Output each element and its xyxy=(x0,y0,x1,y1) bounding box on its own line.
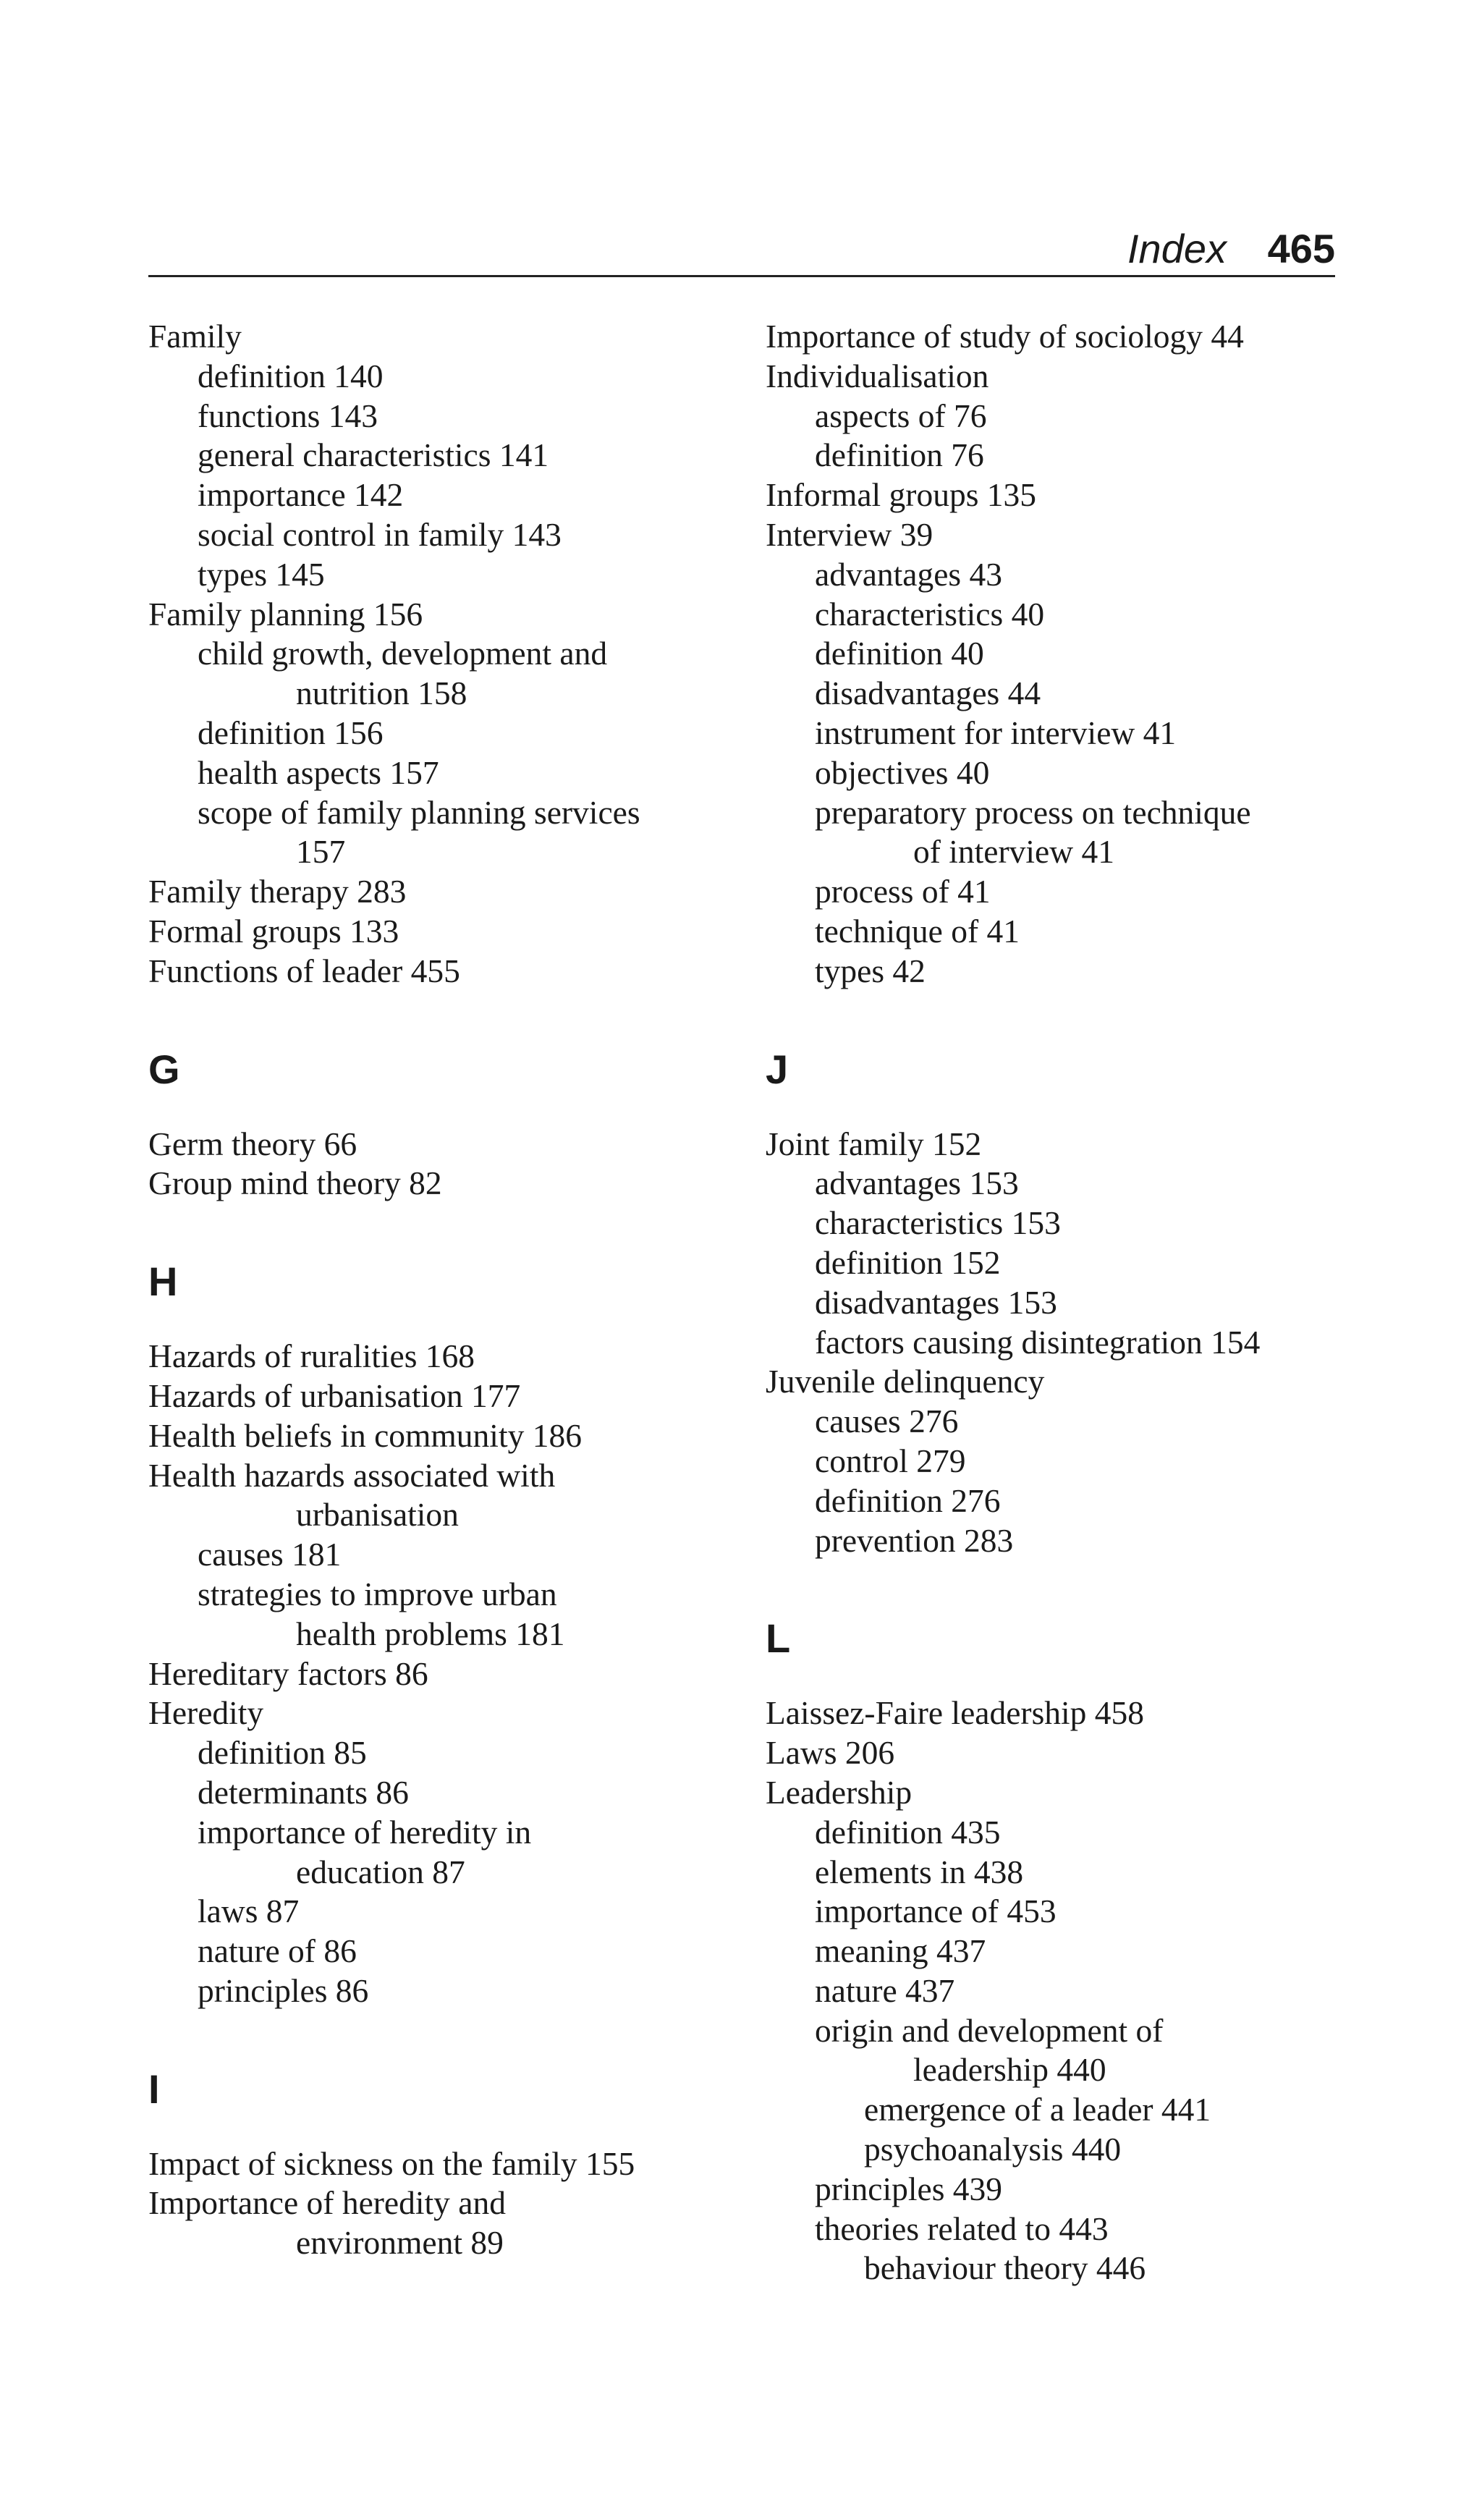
index-subentry-continuation: leadership 440 xyxy=(913,2051,1106,2089)
index-subentry: nature of 86 xyxy=(198,1932,357,1970)
index-subentry: characteristics 153 xyxy=(815,1204,1061,1242)
index-entry: Joint family 152 xyxy=(766,1125,982,1162)
index-subentry: definition 156 xyxy=(198,714,384,751)
index-subentry: causes 276 xyxy=(815,1403,959,1440)
index-subentry-continuation: health problems 181 xyxy=(296,1615,565,1652)
index-group-h xyxy=(148,1337,749,2011)
index-subentry: principles 439 xyxy=(815,2170,1003,2207)
index-entry-continuation: environment 89 xyxy=(296,2224,504,2262)
index-subentry: objectives 40 xyxy=(815,753,990,791)
index-subentry: definition 435 xyxy=(815,1813,1001,1851)
index-column-right xyxy=(766,317,1345,2288)
index-subentry: definition 85 xyxy=(198,1734,367,1772)
index-subentry: definition 140 xyxy=(198,357,384,394)
index-entry: Heredity xyxy=(148,1694,264,1732)
index-entry: Functions of leader 455 xyxy=(148,952,460,989)
index-subentry: importance of 453 xyxy=(815,1893,1057,1930)
index-subentry: technique of 41 xyxy=(815,912,1020,950)
index-entry: Informal groups 135 xyxy=(766,476,1037,514)
index-subentry: strategies to improve urban xyxy=(198,1575,557,1612)
index-subentry: types 42 xyxy=(815,952,926,989)
section-letter-g: G xyxy=(148,1046,180,1092)
index-group-l xyxy=(766,1694,1345,2288)
index-subentry: importance 142 xyxy=(198,476,404,514)
index-subentry: origin and development of xyxy=(815,2011,1164,2049)
running-title: Index xyxy=(1127,226,1227,271)
index-subentry-continuation: nutrition 158 xyxy=(296,675,467,712)
index-entry: Health beliefs in community 186 xyxy=(148,1416,582,1454)
section-letter-j: J xyxy=(766,1046,789,1092)
index-subentry-continuation: education 87 xyxy=(296,1853,465,1890)
index-subentry: laws 87 xyxy=(198,1893,300,1930)
index-subentry: elements in 438 xyxy=(815,1853,1024,1890)
index-subentry: advantages 153 xyxy=(815,1164,1019,1202)
index-entry: Hazards of ruralities 168 xyxy=(148,1337,475,1375)
index-subentry: definition 276 xyxy=(815,1481,1001,1519)
index-subentry: disadvantages 44 xyxy=(815,675,1041,712)
index-subentry: causes 181 xyxy=(198,1536,342,1573)
index-group-g xyxy=(148,1125,749,1204)
index-entry-continuation: urbanisation xyxy=(296,1496,459,1534)
index-subentry: principles 86 xyxy=(198,1971,369,2009)
index-subsubentry: emergence of a leader 441 xyxy=(864,2091,1211,2128)
index-entry: Laissez-Faire leadership 458 xyxy=(766,1694,1145,1732)
index-group-i-continued xyxy=(766,317,1345,991)
index-entry: Laws 206 xyxy=(766,1734,895,1772)
section-letter-h: H xyxy=(148,1259,178,1305)
index-subentry: preparatory process on technique xyxy=(815,793,1251,831)
index-entry: Importance of heredity and xyxy=(148,2184,506,2222)
index-entry: Formal groups 133 xyxy=(148,912,399,950)
section-letter-l: L xyxy=(766,1615,791,1662)
index-subentry: determinants 86 xyxy=(198,1773,409,1811)
index-group-f xyxy=(148,317,749,991)
index-group-i xyxy=(148,2144,749,2263)
index-entry: Hereditary factors 86 xyxy=(148,1654,428,1692)
index-subentry: factors causing disintegration 154 xyxy=(815,1323,1261,1361)
index-subentry: importance of heredity in xyxy=(198,1813,532,1851)
index-subentry: advantages 43 xyxy=(815,555,1003,593)
index-subentry: disadvantages 153 xyxy=(815,1283,1057,1321)
index-subentry: nature 437 xyxy=(815,1971,955,2009)
index-subentry: instrument for interview 41 xyxy=(815,714,1177,751)
index-entry: Impact of sickness on the family 155 xyxy=(148,2144,635,2182)
index-group-j xyxy=(766,1125,1345,1561)
index-subentry: control 279 xyxy=(815,1442,966,1479)
index-entry: Hazards of urbanisation 177 xyxy=(148,1377,521,1414)
index-subentry-continuation: 157 xyxy=(296,833,346,871)
index-subsubentry: psychoanalysis 440 xyxy=(864,2131,1122,2168)
index-subentry: child growth, development and xyxy=(198,635,608,672)
index-subentry: aspects of 76 xyxy=(815,397,987,434)
index-entry: Individualisation xyxy=(766,357,989,394)
index-entry: Family xyxy=(148,318,242,355)
index-subentry: theories related to 443 xyxy=(815,2210,1109,2247)
index-subentry: definition 152 xyxy=(815,1243,1001,1281)
index-subentry: types 145 xyxy=(198,555,325,593)
index-subsubentry: behaviour theory 446 xyxy=(864,2249,1146,2287)
index-subentry: health aspects 157 xyxy=(198,753,439,791)
index-entry: Family therapy 283 xyxy=(148,873,407,910)
index-subentry: process of 41 xyxy=(815,873,991,910)
index-entry: Interview 39 xyxy=(766,515,933,553)
index-entry: Juvenile delinquency xyxy=(766,1363,1045,1400)
index-subentry: functions 143 xyxy=(198,397,378,434)
index-subentry: general characteristics 141 xyxy=(198,436,549,474)
page-header xyxy=(148,210,1335,277)
index-subentry: definition 40 xyxy=(815,635,984,672)
index-entry: Germ theory 66 xyxy=(148,1125,357,1162)
index-subentry: meaning 437 xyxy=(815,1932,986,1970)
index-entry: Family planning 156 xyxy=(148,595,423,633)
section-letter-i: I xyxy=(148,2066,160,2112)
page-number: 465 xyxy=(1267,226,1335,271)
index-entry: Leadership xyxy=(766,1773,913,1811)
index-subentry: characteristics 40 xyxy=(815,595,1045,633)
index-subentry: social control in family 143 xyxy=(198,515,562,553)
index-subentry: definition 76 xyxy=(815,436,984,474)
index-entry: Health hazards associated with xyxy=(148,1456,556,1494)
index-column-left xyxy=(148,317,749,2263)
index-subentry: scope of family planning services xyxy=(198,793,640,831)
index-entry: Group mind theory 82 xyxy=(148,1164,442,1202)
index-subentry: prevention 283 xyxy=(815,1521,1014,1559)
index-entry: Importance of study of sociology 44 xyxy=(766,318,1244,355)
index-subentry-continuation: of interview 41 xyxy=(913,833,1114,871)
